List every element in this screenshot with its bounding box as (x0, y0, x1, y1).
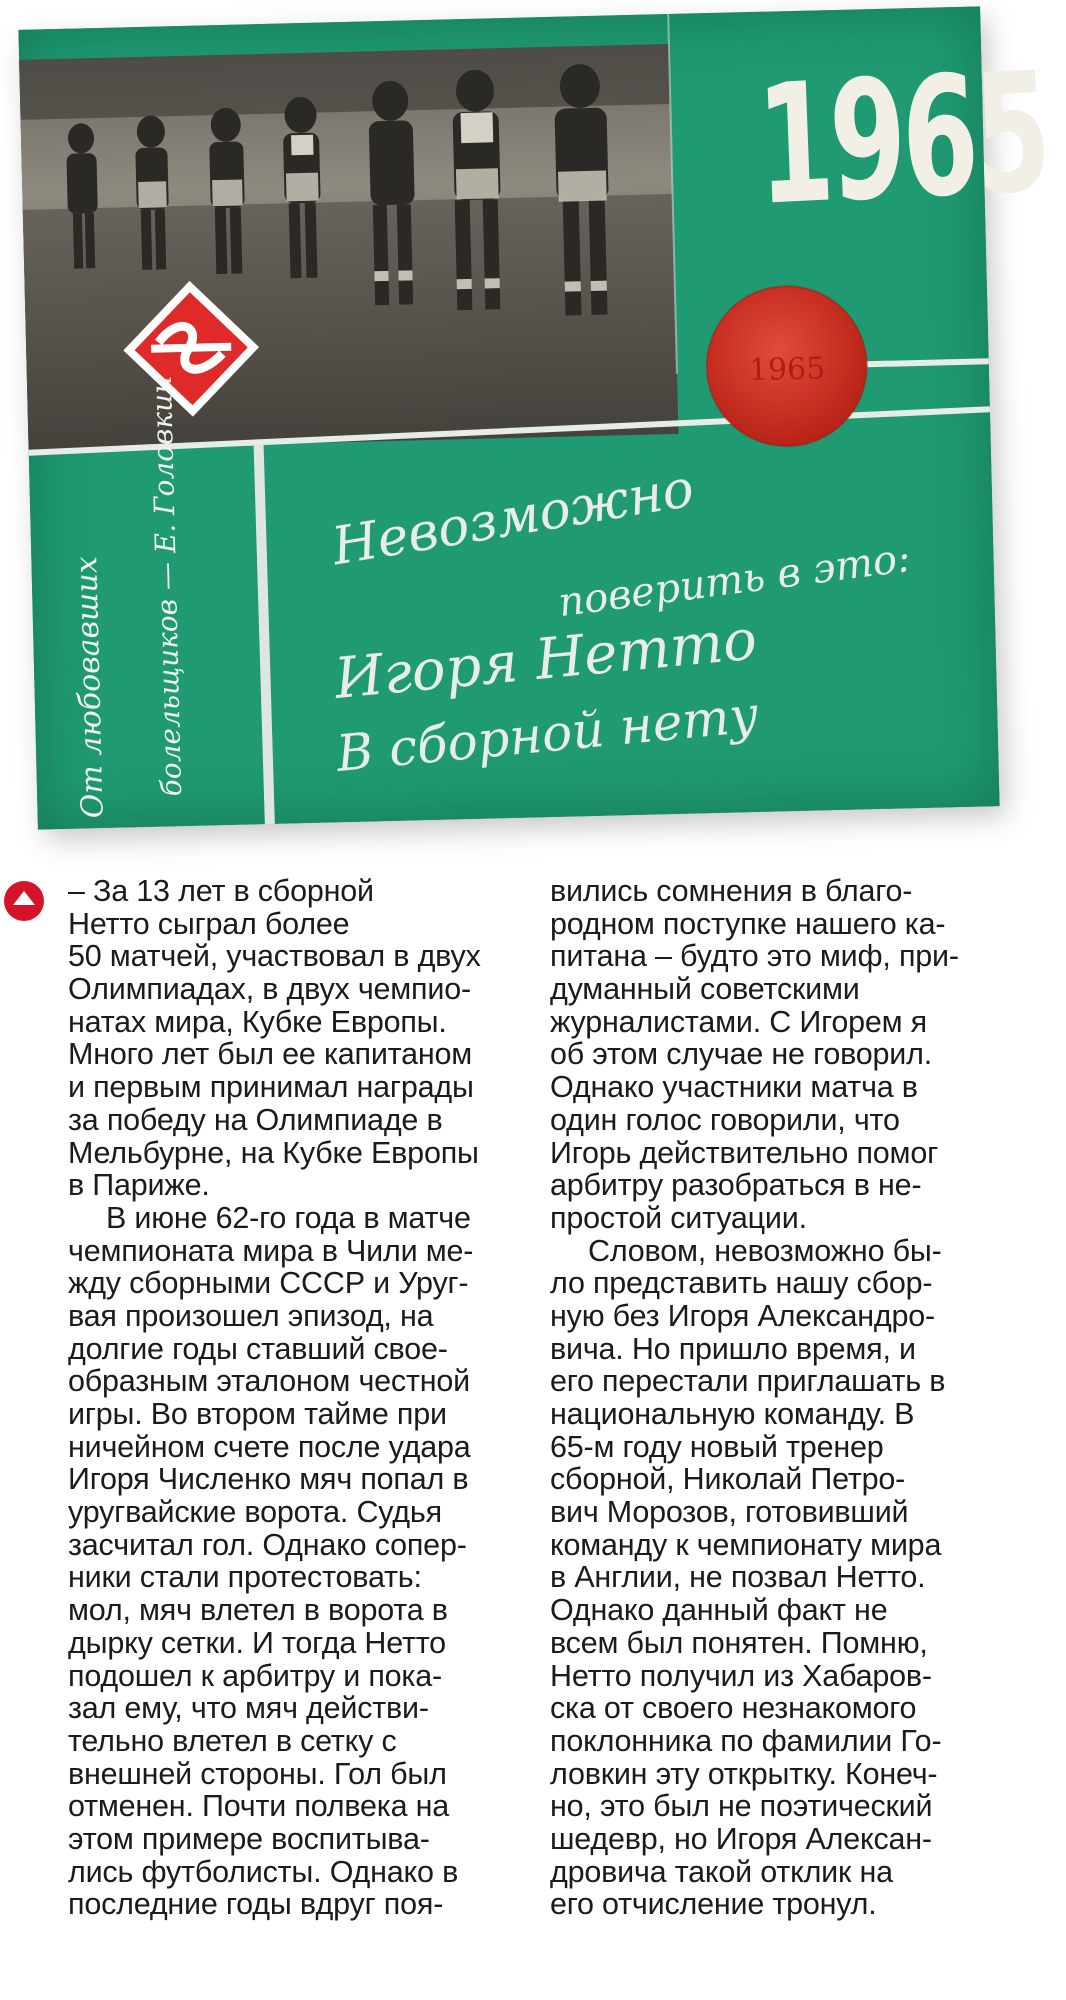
article-line: последние годы вдруг поя- (68, 1887, 444, 1922)
article-line: шедевр, но Игоря Алексан- (550, 1821, 932, 1856)
article-line: родном поступке нашего ка- (550, 906, 946, 941)
stamp-year: 1965 (748, 351, 826, 389)
article-line: Игорь действительно помог (550, 1135, 939, 1170)
article-line: лись футболисты. Однако в (68, 1854, 459, 1889)
article-line: внешней стороны. Гол был (68, 1756, 447, 1791)
article-line: Много лет был ее капитаном (68, 1037, 473, 1072)
article-line: Нетто получил из Хабаров- (550, 1658, 932, 1693)
article-line: простой ситуации. (550, 1200, 807, 1235)
article-line: ловкин эту открытку. Конеч- (550, 1756, 938, 1791)
article-line: команду к чемпионату мира (550, 1527, 942, 1562)
article-line: этом примере воспитыва- (68, 1821, 430, 1856)
handwriting-line-4: В сборной нету (333, 685, 761, 783)
article-line: В июне 62-го года в матче (106, 1200, 471, 1235)
article-line: мол, мяч влетел в ворота в (68, 1593, 448, 1628)
postcard-year: 1965 (753, 36, 1051, 242)
article-line: зал ему, что мяч действи- (68, 1691, 429, 1726)
article-line: журналистами. С Игорем я (550, 1004, 927, 1039)
article-line: ска от своего незнакомого (550, 1691, 917, 1726)
article-line: в Англии, не позвал Нетто. (550, 1560, 926, 1595)
article-line: натах мира, Кубке Европы. (68, 1004, 447, 1039)
article-line: арбитру разобраться в не- (550, 1168, 922, 1203)
article-line: образным эталоном честной (68, 1364, 470, 1399)
article-line: ники стали протестовать: (68, 1560, 422, 1595)
article-line: ло представить нашу сбор- (550, 1266, 933, 1301)
article-line: Однако данный факт не (550, 1593, 888, 1628)
article-line: вая произошел эпизод, на (68, 1298, 434, 1333)
article-line: поклонника по фамилии Го- (550, 1723, 942, 1758)
handwriting-line-3: Игоря Нетто (331, 607, 760, 712)
article-line: об этом случае не говорил. (550, 1037, 933, 1072)
article-column-right (550, 875, 1010, 1921)
article-line: игры. Во втором тайме при (68, 1397, 447, 1431)
team-photo (19, 44, 678, 450)
article-line: в Париже. (68, 1168, 210, 1203)
article-line: Мельбурне, на Кубке Европы (68, 1135, 479, 1170)
article-line: сборной, Николай Петро- (550, 1462, 906, 1497)
article-line: дырку сетки. И тогда Нетто (68, 1625, 446, 1660)
article-line: подошел к арбитру и пока- (68, 1658, 442, 1693)
article-line: думанный советскими (550, 972, 860, 1007)
article-line: Нетто сыграл более (68, 906, 350, 941)
article-line: национальную команду. В (550, 1397, 915, 1431)
article-line: Словом, невозможно бы- (588, 1233, 942, 1268)
article-line: тельно влетел в сетку с (68, 1723, 397, 1758)
postcard (18, 6, 1051, 829)
article-line: вича. Но пришло время, и (550, 1331, 916, 1366)
article-line: засчитал гол. Однако сопер- (68, 1527, 467, 1562)
handwriting-line-1: Невозможно (327, 458, 699, 578)
article-line: долгие годы ставший свое- (68, 1331, 448, 1366)
handwriting-line-2: поверить в это: (555, 534, 914, 627)
article-line: дровича такой отклик на (550, 1854, 893, 1889)
red-triangle-bullet-icon (4, 881, 44, 921)
article-line: всем был понятен. Помню, (550, 1625, 928, 1660)
article-line: вич Морозов, готовивший (550, 1495, 909, 1530)
article-line: отменен. Почти полвека на (68, 1789, 450, 1824)
article-line: Олимпиадах, в двух чемпио- (68, 972, 471, 1007)
article-line: Игоря Численко мяч попал в (68, 1462, 469, 1497)
side-handwriting-1: От любовавших (69, 555, 111, 819)
article-line: его перестали приглашать в (550, 1364, 946, 1399)
article-line: но, это был не поэтический (550, 1789, 933, 1824)
article-line: 65-м году новый тренер (550, 1429, 884, 1464)
article-line: один голос говорили, что (550, 1102, 900, 1137)
article-line: чемпионата мира в Чили ме- (68, 1233, 474, 1268)
side-handwriting-2: болельщиков — Е. Головкин (144, 375, 189, 797)
article-line: ничейном счете после удара (68, 1429, 471, 1464)
article-line: жду сборными СССР и Уруг- (68, 1266, 469, 1301)
article-line: Однако участники матча в (550, 1070, 918, 1105)
postcard-photo (18, 6, 1051, 829)
article-line: уругвайские ворота. Судья (68, 1495, 442, 1530)
article-line: 50 матчей, участвовал в двух (68, 939, 481, 974)
article-line: за победу на Олимпиаде в (68, 1102, 443, 1137)
article-line: – За 13 лет в сборной (68, 874, 374, 908)
article-line: питана – будто это миф, при- (550, 939, 959, 974)
article-line: вились сомнения в благо- (550, 874, 913, 908)
article-column-left (68, 875, 498, 1921)
article-line: ную без Игоря Александро- (550, 1298, 935, 1333)
article-line: его отчисление тронул. (550, 1887, 877, 1922)
article-line: и первым принимал награды (68, 1070, 474, 1105)
